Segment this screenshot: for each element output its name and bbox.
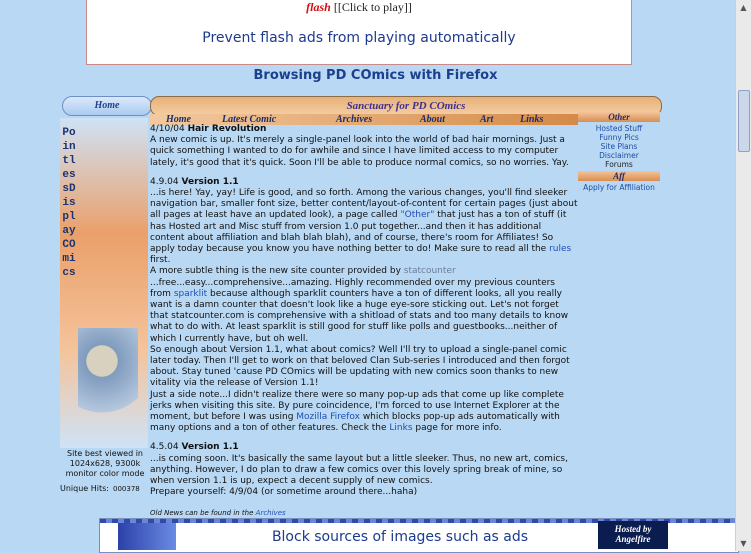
nav-about[interactable]: About bbox=[420, 114, 446, 125]
funny-pics-link[interactable]: Funny Pics bbox=[599, 133, 639, 142]
nav-links[interactable]: Links bbox=[520, 114, 544, 125]
flash-click-line[interactable] bbox=[87, 0, 631, 15]
archives-link[interactable]: Archives bbox=[255, 509, 286, 517]
post-2-heading bbox=[150, 177, 578, 188]
host-name: Angelfire bbox=[615, 534, 651, 544]
left-column bbox=[60, 92, 148, 502]
post-1-heading bbox=[150, 124, 578, 135]
news-content bbox=[150, 124, 578, 517]
page-title: Browsing PD COmics with Firefox bbox=[253, 68, 498, 83]
text-span: Just a side note...I didn't realize there were so many pop-up ads that come up like complete jerks when visiting this site. By pure coincidence, I'm forced to use Internet Explorer at the moment, but before I was using bbox=[150, 389, 564, 423]
blocker-message: Block sources of images such as ads bbox=[271, 529, 529, 545]
angelfire-logo[interactable] bbox=[598, 521, 668, 549]
flash-label: flash bbox=[306, 0, 331, 14]
rules-link[interactable]: rules bbox=[549, 244, 572, 255]
nav-latest-comic[interactable]: Latest Comic bbox=[222, 114, 277, 125]
disclaimer-link[interactable]: Disclaimer bbox=[599, 151, 639, 160]
post-1-title: Hair Revolution bbox=[187, 124, 267, 134]
hosted-by-label: Hosted by bbox=[614, 524, 652, 534]
aff-heading: Aff bbox=[578, 171, 660, 181]
text-span: because although sparklit counters have a ton of different looks, all you really want is a damn counter that doesn't look like a huge eye-sore sticking out. Let's not forget that statcounter.com is comprehensive with a shitload of stats and too many details to know what to do with. At least sparklit is still good for stuff like polls and guestbooks...neither of which I currently have, but oh well. bbox=[150, 288, 569, 344]
text-span: ...free...easy...comprehensive...amazing. Highly recommended over my previous counters from bbox=[150, 277, 555, 299]
nav-archives[interactable]: Archives bbox=[336, 114, 373, 125]
text-span: A more subtle thing is the new site counter provided by bbox=[150, 266, 404, 277]
other-heading: Other bbox=[578, 112, 660, 122]
sparklit-link[interactable]: sparklit bbox=[173, 288, 208, 299]
post-3-heading bbox=[150, 442, 578, 453]
post-2-para-4 bbox=[150, 390, 578, 435]
post-1-body: A new comic is up. It's merely a single-panel look into the world of bad hair mornings. Just a quick something I wanted to do for awhile and since I have limited access to my computer lately, it's good that it's quick. Soon I'll be able to produce normal comics, so no worries. Yay. bbox=[150, 135, 569, 168]
image-blocker-box bbox=[99, 518, 739, 553]
site-frame bbox=[60, 92, 660, 517]
flash-message: Prevent flash ads from playing automatically bbox=[202, 30, 516, 46]
unique-hits bbox=[60, 484, 150, 493]
side-artwork bbox=[60, 118, 148, 448]
site-plans-link[interactable]: Site Plans bbox=[600, 142, 638, 151]
post-3-date: 4.5.04 bbox=[150, 442, 179, 453]
statcounter-link[interactable]: statcounter bbox=[403, 266, 456, 277]
text-span: ...is here! Yay, yay! Life is good, and so forth. Among the various changes, you'll find sleeker navigation bar, smaller font size, better content/layout-of-content for certain pages (just about all pages at least have an updated look), a page called bbox=[150, 188, 578, 221]
home-tab[interactable]: Home bbox=[62, 96, 152, 116]
post-1-date: 4/10/04 bbox=[150, 124, 185, 134]
side-logo-text: PointlessDisplay COmics bbox=[62, 127, 76, 279]
nav-art[interactable]: Art bbox=[480, 114, 494, 125]
apply-affiliation-link[interactable]: Apply for Affiliation bbox=[583, 183, 655, 192]
text-span: which blocks pop-up ads automatically with many options and a ton of other features. Check the bbox=[150, 412, 560, 434]
text-span: Old News can be found in the bbox=[150, 509, 256, 517]
best-viewed-note: Site best viewed in 1024x628, 9300k monitor color mode bbox=[65, 449, 145, 478]
ad-image[interactable] bbox=[118, 523, 176, 550]
scroll-up-icon[interactable]: ▲ bbox=[740, 3, 747, 12]
links-page-link[interactable]: Links bbox=[389, 423, 413, 434]
post-2-para-2 bbox=[150, 266, 578, 344]
scroll-down-icon[interactable]: ▼ bbox=[740, 539, 747, 548]
forums-label: Forums bbox=[605, 160, 633, 169]
post-3-title: Version 1.1 bbox=[181, 442, 239, 453]
post-2-title: Version 1.1 bbox=[181, 176, 239, 187]
vertical-scrollbar[interactable] bbox=[735, 0, 751, 551]
post-2-date: 4.9.04 bbox=[150, 176, 179, 187]
post-3-body: ...is coming soon. It's basically the same layout but a little sleeker. Thus, no new art, comics, anything. However, I do plan to draw a few comics over this lovely spring break of mine, so when version 1.1 is up, expect a decent supply of new comics. bbox=[150, 453, 568, 487]
post-3-footer: Prepare yourself: 4/9/04 (or sometime around there...haha) bbox=[150, 487, 418, 498]
hits-label: Unique Hits: bbox=[60, 484, 109, 493]
hits-counter: 000378 bbox=[113, 485, 140, 493]
scrollbar-thumb[interactable] bbox=[738, 90, 750, 152]
post-2-para-3: So enough about Version 1.1, what about comics? Well I'll try to upload a single-panel comic later today. Then I'll get to work on that beloved Clan Sub-series I introduced and then forgot about. Stay tuned 'cause PD COmics will be updating with new comics soon thanks to new vitality via the release of Version 1.1! bbox=[150, 344, 570, 389]
right-column bbox=[578, 112, 660, 192]
character-illustration bbox=[78, 328, 138, 438]
hosted-stuff-link[interactable]: Hosted Stuff bbox=[595, 124, 643, 133]
post-2-para-1 bbox=[150, 188, 578, 266]
text-span: first. bbox=[150, 255, 171, 266]
other-link[interactable]: "Other" bbox=[400, 210, 435, 221]
text-span: that just has a ton of stuff (it has Hosted art and Misc stuff from version 1.0 put together...and then it has additional content about affiliation and blah blah blah), and of course, there's room for Affiliates! So apply today because you know you have nothing better to do! Make sure to read all the bbox=[150, 210, 567, 255]
nav-home[interactable]: Home bbox=[166, 114, 191, 125]
text-span: page for more info. bbox=[412, 423, 502, 434]
click-to-play-link[interactable]: [[Click to play]] bbox=[333, 0, 412, 14]
flash-placeholder-box bbox=[86, 0, 632, 65]
firefox-link[interactable]: Mozilla Firefox bbox=[296, 412, 360, 423]
site-banner: Sanctuary for PD COmics bbox=[150, 96, 662, 116]
